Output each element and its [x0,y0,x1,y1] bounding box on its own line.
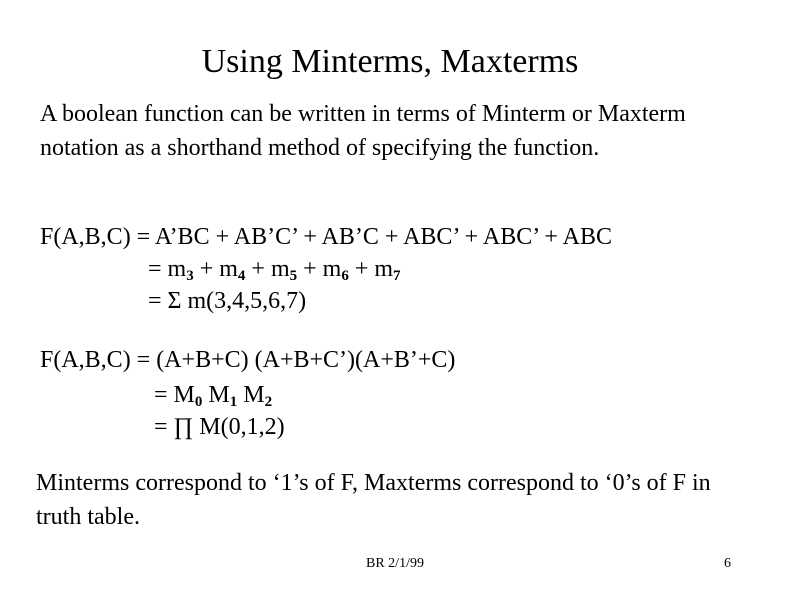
maxterm-equation-line-3: = ∏ M(0,1,2) [154,414,285,440]
minterm-index: 4 [237,268,246,284]
maxterm-term: = M [154,382,195,408]
minterm-term: + m [245,256,290,282]
maxterm-term: M [202,382,230,408]
minterm-term: + m [297,256,342,282]
minterm-equation-line-3: = Σ m(3,4,5,6,7) [148,288,307,314]
maxterm-index: 1 [229,394,238,410]
intro-paragraph: A boolean function can be written in terms of Minterm or Maxterm notation as a shorthand method of specifying the function. [40,101,686,161]
minterm-equation-line-1: F(A,B,C) = A’BC + AB’C’ + AB’C + ABC’ + ABC’ + ABC [40,224,612,250]
minterm-index: 3 [186,268,194,284]
slide-title: Using Minterms, Maxterms [201,43,579,80]
minterm-index: 6 [341,268,349,284]
maxterm-index: 2 [264,394,273,410]
minterm-term: + m [193,256,238,282]
closing-paragraph: Minterms correspond to ‘1’s of F, Maxterms correspond to ‘0’s of F in truth table. [36,470,711,530]
footer-author-date: BR 2/1/99 [366,556,424,571]
minterm-term: = m [148,256,187,282]
maxterm-index: 0 [194,394,203,410]
minterm-index: 5 [289,268,298,284]
minterm-equation-line-2 [148,254,401,284]
minterm-term: + m [348,256,394,282]
maxterm-equation-line-2 [154,380,272,410]
maxterm-equation-line-1: F(A,B,C) = (A+B+C) (A+B+C’)(A+B’+C) [40,347,456,373]
page-number: 6 [724,556,731,571]
minterm-index: 7 [393,268,401,284]
maxterm-term: M [237,382,265,408]
